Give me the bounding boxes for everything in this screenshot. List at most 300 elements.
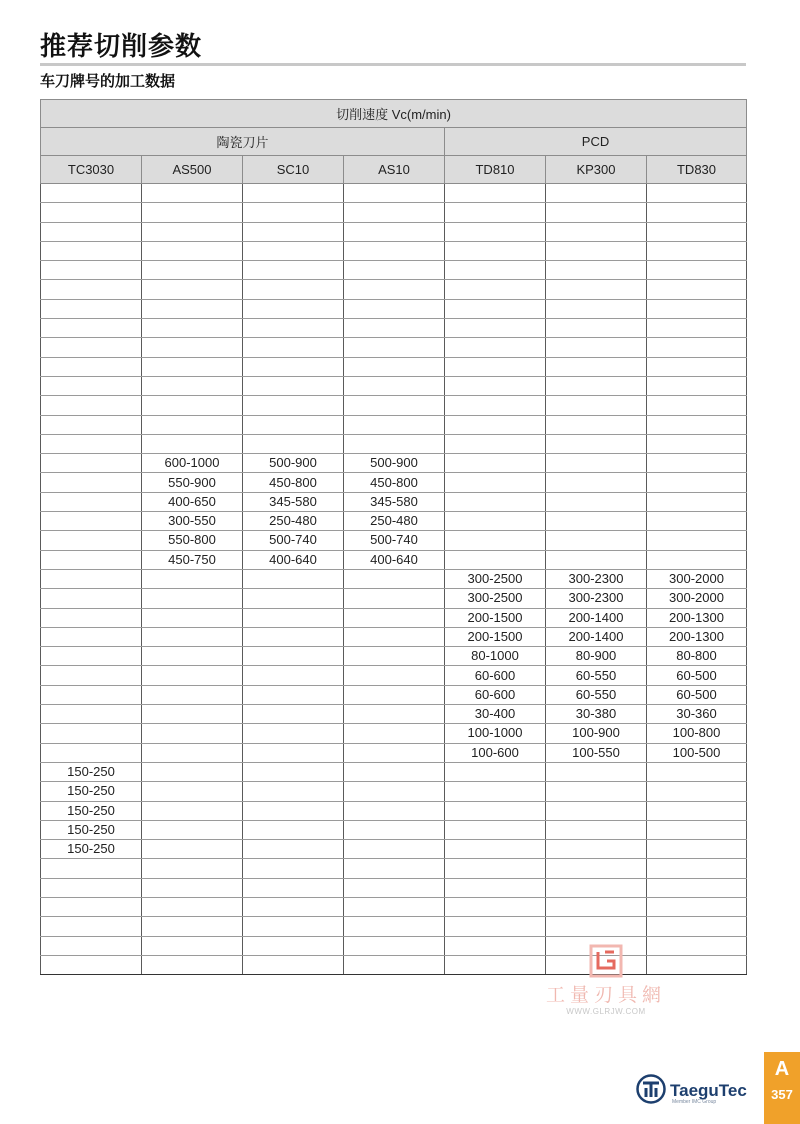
table-cell — [445, 762, 546, 781]
table-cell: 100-1000 — [445, 724, 546, 743]
column-header: AS10 — [344, 156, 445, 184]
table-cell — [445, 454, 546, 473]
brand-name: TaeguTec — [670, 1081, 747, 1100]
table-cell — [243, 338, 344, 357]
table-row — [41, 878, 747, 897]
table-row — [41, 376, 747, 395]
table-cell — [142, 724, 243, 743]
table-cell — [41, 531, 142, 550]
table-cell — [142, 338, 243, 357]
table-cell — [41, 589, 142, 608]
table-row — [41, 492, 747, 511]
table-cell — [445, 203, 546, 222]
table-cell — [243, 396, 344, 415]
table-row — [41, 743, 747, 762]
table-row — [41, 319, 747, 338]
table-row — [41, 859, 747, 878]
table-cell — [142, 184, 243, 203]
table-cell — [142, 743, 243, 762]
table-cell — [647, 299, 747, 318]
table-cell — [647, 261, 747, 280]
table-cell — [344, 647, 445, 666]
table-cell — [445, 917, 546, 936]
page-title: 推荐切削参数 — [40, 32, 203, 62]
table-cell — [445, 338, 546, 357]
table-cell: 200-1300 — [647, 627, 747, 646]
table-cell — [41, 338, 142, 357]
table-cell — [546, 897, 647, 916]
table-cell — [445, 280, 546, 299]
table-cell — [243, 222, 344, 241]
table-cell — [142, 627, 243, 646]
table-cell — [41, 685, 142, 704]
table-cell — [344, 762, 445, 781]
table-cell: 200-1400 — [546, 608, 647, 627]
table-cell — [41, 319, 142, 338]
table-cell — [41, 203, 142, 222]
table-cell — [142, 222, 243, 241]
table-cell — [41, 724, 142, 743]
table-cell: 80-800 — [647, 647, 747, 666]
table-cell — [142, 261, 243, 280]
table-cell — [41, 280, 142, 299]
table-cell — [344, 415, 445, 434]
table-cell — [647, 492, 747, 511]
table-cell — [445, 782, 546, 801]
column-header: KP300 — [546, 156, 647, 184]
table-cell: 300-550 — [142, 512, 243, 531]
taegutec-logo-icon — [636, 1074, 666, 1108]
table-row — [41, 415, 747, 434]
column-header-row — [41, 156, 747, 184]
table-cell — [142, 241, 243, 260]
table-cell — [243, 299, 344, 318]
table-cell: 200-1500 — [445, 608, 546, 627]
watermark-url: WWW.GLRJW.COM — [566, 1007, 646, 1016]
table-cell: 400-640 — [344, 550, 445, 569]
table-cell — [142, 666, 243, 685]
table-cell: 150-250 — [41, 820, 142, 839]
table-cell — [41, 299, 142, 318]
table-cell — [647, 338, 747, 357]
table-cell — [546, 203, 647, 222]
table-cell — [546, 492, 647, 511]
table-cell — [243, 376, 344, 395]
table-cell — [445, 184, 546, 203]
table-cell: 80-900 — [546, 647, 647, 666]
table-cell — [41, 550, 142, 569]
table-cell: 100-500 — [647, 743, 747, 762]
table-cell — [41, 917, 142, 936]
table-cell — [142, 319, 243, 338]
page-number: 357 — [771, 1087, 793, 1102]
table-cell — [546, 338, 647, 357]
table-cell — [142, 840, 243, 859]
table-cell — [243, 840, 344, 859]
table-cell — [344, 685, 445, 704]
table-row — [41, 627, 747, 646]
table-cell — [41, 666, 142, 685]
table-row — [41, 222, 747, 241]
table-cell — [546, 878, 647, 897]
table-cell — [546, 222, 647, 241]
table-row — [41, 280, 747, 299]
table-cell — [546, 376, 647, 395]
table-cell — [344, 859, 445, 878]
table-cell — [445, 550, 546, 569]
table-cell — [41, 222, 142, 241]
table-cell — [546, 280, 647, 299]
watermark-logo-icon — [583, 944, 629, 978]
table-cell — [243, 608, 344, 627]
table-cell — [344, 666, 445, 685]
table-cell — [546, 261, 647, 280]
table-cell — [344, 241, 445, 260]
table-cell — [445, 396, 546, 415]
table-cell: 345-580 — [243, 492, 344, 511]
table-cell — [344, 936, 445, 955]
table-cell: 200-1400 — [546, 627, 647, 646]
table-cell — [243, 820, 344, 839]
table-cell — [546, 512, 647, 531]
table-cell — [546, 840, 647, 859]
table-cell — [344, 434, 445, 453]
table-cell — [41, 512, 142, 531]
table-cell: 300-2000 — [647, 569, 747, 588]
table-cell — [445, 473, 546, 492]
table-cell — [344, 261, 445, 280]
table-cell — [243, 569, 344, 588]
table-cell: 80-1000 — [445, 647, 546, 666]
table-cell — [647, 357, 747, 376]
table-cell: 450-750 — [142, 550, 243, 569]
table-cell — [445, 376, 546, 395]
table-cell — [647, 280, 747, 299]
table-cell: 600-1000 — [142, 454, 243, 473]
column-header: TD810 — [445, 156, 546, 184]
table-cell: 60-500 — [647, 685, 747, 704]
table-cell — [142, 415, 243, 434]
table-cell: 550-900 — [142, 473, 243, 492]
table-cell — [647, 859, 747, 878]
table-cell: 250-480 — [243, 512, 344, 531]
table-cell — [142, 608, 243, 627]
table-cell — [41, 415, 142, 434]
table-cell: 30-360 — [647, 705, 747, 724]
table-cell — [243, 627, 344, 646]
table-cell — [546, 917, 647, 936]
table-cell — [546, 299, 647, 318]
column-header: AS500 — [142, 156, 243, 184]
table-cell — [344, 338, 445, 357]
table-cell — [243, 955, 344, 974]
table-cell: 300-2500 — [445, 569, 546, 588]
table-cell — [647, 203, 747, 222]
table-cell: 100-600 — [445, 743, 546, 762]
table-cell — [243, 801, 344, 820]
table-body — [41, 184, 747, 975]
table-cell — [41, 608, 142, 627]
table-cell: 60-500 — [647, 666, 747, 685]
table-cell — [546, 184, 647, 203]
table-cell — [344, 357, 445, 376]
table-cell — [142, 762, 243, 781]
table-cell — [41, 743, 142, 762]
table-cell: 30-400 — [445, 705, 546, 724]
table-cell — [344, 203, 445, 222]
table-cell — [647, 917, 747, 936]
table-cell — [142, 955, 243, 974]
table-cell — [41, 569, 142, 588]
table-cell — [243, 357, 344, 376]
table-cell — [445, 357, 546, 376]
table-cell — [41, 859, 142, 878]
table-row — [41, 840, 747, 859]
table-cell: 300-2300 — [546, 569, 647, 588]
table-cell — [647, 319, 747, 338]
table-cell — [344, 608, 445, 627]
table-cell — [445, 840, 546, 859]
table-cell — [243, 705, 344, 724]
table-cell — [445, 434, 546, 453]
table-row — [41, 801, 747, 820]
table-cell — [41, 647, 142, 666]
watermark — [536, 944, 676, 1016]
table-cell: 500-900 — [344, 454, 445, 473]
table-cell — [41, 376, 142, 395]
table-cell — [647, 512, 747, 531]
table-cell — [344, 184, 445, 203]
table-cell — [142, 936, 243, 955]
table-cell: 300-2500 — [445, 589, 546, 608]
table-row — [41, 184, 747, 203]
table-cell — [243, 319, 344, 338]
table-cell — [546, 454, 647, 473]
table-cell — [445, 512, 546, 531]
table-row — [41, 724, 747, 743]
table-cell — [344, 319, 445, 338]
table-cell — [344, 569, 445, 588]
table-cell — [243, 241, 344, 260]
table-row — [41, 454, 747, 473]
table-cell: 60-550 — [546, 685, 647, 704]
table-row — [41, 434, 747, 453]
table-cell — [344, 376, 445, 395]
table-cell — [647, 762, 747, 781]
table-cell — [243, 878, 344, 897]
table-row — [41, 396, 747, 415]
table-row — [41, 762, 747, 781]
table-cell: 100-800 — [647, 724, 747, 743]
table-cell — [445, 222, 546, 241]
table-cell — [41, 454, 142, 473]
table-cell: 500-740 — [243, 531, 344, 550]
table-cell — [647, 897, 747, 916]
table-cell — [647, 396, 747, 415]
table-cell — [41, 492, 142, 511]
table-cell: 450-800 — [344, 473, 445, 492]
table-cell — [445, 261, 546, 280]
table-row — [41, 550, 747, 569]
table-cell — [41, 936, 142, 955]
table-cell — [344, 782, 445, 801]
cutting-speed-table — [40, 99, 747, 975]
table-cell: 500-740 — [344, 531, 445, 550]
table-cell — [344, 627, 445, 646]
table-cell — [445, 492, 546, 511]
table-cell: 200-1300 — [647, 608, 747, 627]
column-header: TD830 — [647, 156, 747, 184]
table-cell — [647, 820, 747, 839]
table-row — [41, 531, 747, 550]
table-cell: 150-250 — [41, 782, 142, 801]
table-cell: 60-600 — [445, 685, 546, 704]
table-cell — [41, 434, 142, 453]
table-cell — [546, 859, 647, 878]
table-cell — [344, 589, 445, 608]
table-cell — [546, 820, 647, 839]
table-cell — [647, 531, 747, 550]
table-cell — [243, 666, 344, 685]
table-cell — [445, 955, 546, 974]
header-group-pcd: PCD — [445, 128, 747, 156]
table-cell — [344, 840, 445, 859]
table-cell — [647, 801, 747, 820]
table-cell — [243, 685, 344, 704]
table-cell — [142, 434, 243, 453]
table-cell — [546, 357, 647, 376]
table-cell — [243, 184, 344, 203]
table-cell — [445, 801, 546, 820]
table-cell — [142, 801, 243, 820]
table-cell: 500-900 — [243, 454, 344, 473]
title-rule — [40, 63, 746, 66]
table-cell — [546, 241, 647, 260]
table-row — [41, 512, 747, 531]
table-row — [41, 338, 747, 357]
table-cell: 450-800 — [243, 473, 344, 492]
table-cell — [142, 280, 243, 299]
table-row — [41, 569, 747, 588]
table-cell — [243, 434, 344, 453]
table-cell — [344, 705, 445, 724]
table-cell — [344, 299, 445, 318]
table-cell — [142, 647, 243, 666]
table-cell — [243, 280, 344, 299]
table-cell — [647, 550, 747, 569]
table-cell — [647, 434, 747, 453]
table-cell — [142, 782, 243, 801]
table-cell: 100-900 — [546, 724, 647, 743]
table-cell — [546, 415, 647, 434]
table-cell — [142, 820, 243, 839]
table-cell — [243, 897, 344, 916]
table-cell — [41, 705, 142, 724]
table-cell — [243, 415, 344, 434]
table-cell — [546, 762, 647, 781]
table-cell — [344, 955, 445, 974]
header-cutting-speed: 切削速度 Vc(m/min) — [41, 100, 747, 128]
table-cell — [142, 203, 243, 222]
table-cell — [546, 782, 647, 801]
table-cell — [41, 396, 142, 415]
table-row — [41, 589, 747, 608]
table-cell — [647, 454, 747, 473]
table-cell — [142, 705, 243, 724]
table-row — [41, 261, 747, 280]
table-cell — [41, 897, 142, 916]
table-cell — [243, 261, 344, 280]
table-cell — [445, 936, 546, 955]
table-row — [41, 203, 747, 222]
table-cell — [445, 878, 546, 897]
table-cell — [41, 955, 142, 974]
table-cell — [243, 724, 344, 743]
section-title: 车刀牌号的加工数据 — [40, 72, 176, 90]
table-cell — [647, 473, 747, 492]
table-cell — [546, 801, 647, 820]
table-cell — [142, 589, 243, 608]
table-cell — [445, 319, 546, 338]
table-cell — [546, 319, 647, 338]
table-row — [41, 647, 747, 666]
table-cell — [647, 241, 747, 260]
table-row — [41, 608, 747, 627]
table-cell — [445, 820, 546, 839]
table-cell — [243, 589, 344, 608]
table-cell — [142, 897, 243, 916]
table-cell — [142, 685, 243, 704]
table-cell — [142, 917, 243, 936]
table-cell: 60-550 — [546, 666, 647, 685]
table-row — [41, 357, 747, 376]
table-cell — [243, 782, 344, 801]
table-cell — [647, 782, 747, 801]
watermark-text: 工量刃具網 — [545, 984, 666, 1006]
table-cell: 150-250 — [41, 840, 142, 859]
table-cell — [445, 299, 546, 318]
table-cell — [243, 917, 344, 936]
table-row — [41, 820, 747, 839]
table-cell: 550-800 — [142, 531, 243, 550]
table-cell — [344, 878, 445, 897]
table-cell — [546, 396, 647, 415]
table-cell — [647, 222, 747, 241]
table-cell — [344, 897, 445, 916]
table-cell — [243, 936, 344, 955]
table-cell — [344, 222, 445, 241]
table-cell — [344, 724, 445, 743]
table-row — [41, 241, 747, 260]
table-cell — [243, 203, 344, 222]
table-cell — [445, 897, 546, 916]
table-cell: 200-1500 — [445, 627, 546, 646]
table-cell — [41, 357, 142, 376]
table-cell — [142, 376, 243, 395]
table-cell: 100-550 — [546, 743, 647, 762]
table-cell — [41, 241, 142, 260]
table-cell — [41, 184, 142, 203]
table-cell — [445, 415, 546, 434]
table-cell — [243, 743, 344, 762]
table-cell — [445, 859, 546, 878]
table-cell — [546, 434, 647, 453]
table-cell — [344, 743, 445, 762]
table-cell — [546, 550, 647, 569]
table-cell — [445, 531, 546, 550]
table-cell — [41, 627, 142, 646]
table-cell — [41, 261, 142, 280]
